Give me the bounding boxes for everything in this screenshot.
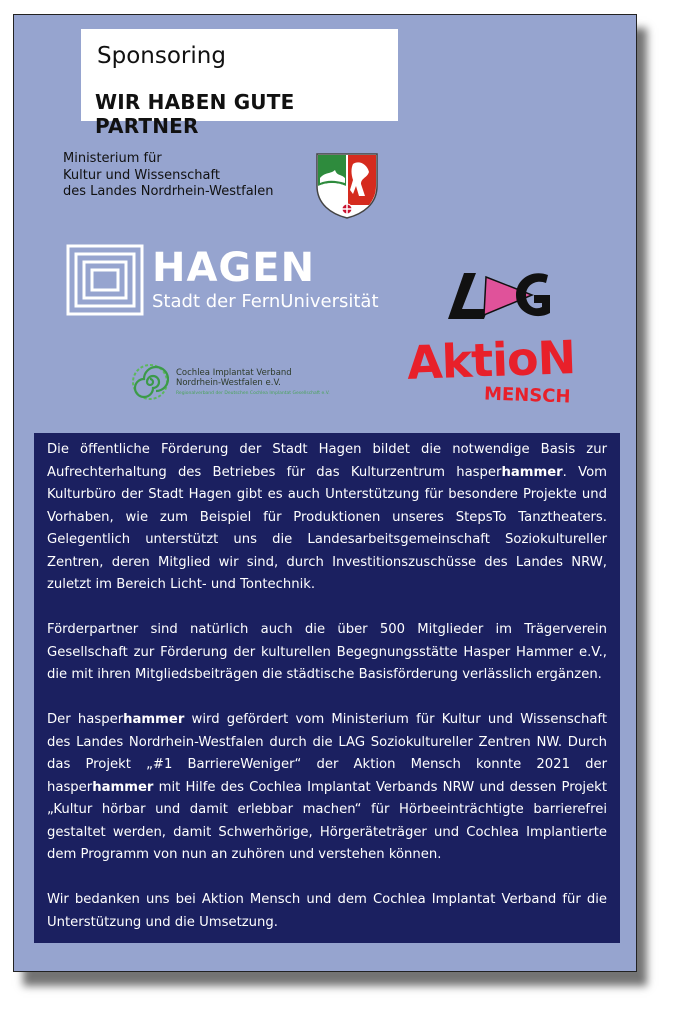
aktion-mensch-logo-sub: MENSCH (483, 383, 571, 408)
paragraph-text: mit Hilfe des Cochlea Implantat Verbands NRW und dessen Projekt „Kultur hörbar und damit erlebbar machen“ für Hörbeeinträchtigte barrierefrei gestaltet werden, damit Schwerhörige, Hörgeräteträger und Cochlea Implantierte dem Programm von nun an zuhören und verstehen können. (47, 779, 607, 862)
ministry-line: Ministerium für (63, 151, 162, 166)
cochlea-line: Nordrhein-Westfalen e.V. (176, 378, 281, 388)
cochlea-logo-text (176, 368, 330, 399)
cochlea-spiral-icon (131, 363, 169, 401)
hagen-name: HAGEN (152, 245, 316, 291)
header-box (81, 29, 398, 138)
ministry-line: des Landes Nordrhein-Westfalen (63, 184, 274, 199)
ministry-logo-text (63, 151, 274, 201)
paragraph (47, 709, 607, 867)
ministry-line: Kultur und Wissenschaft (63, 167, 220, 183)
aktion-mensch-logo-word: AktioN (406, 330, 576, 390)
header-title: WIR HABEN GUTE PARTNER (95, 90, 295, 138)
hagen-square-logo-icon (66, 244, 144, 316)
cochlea-tagline: Regionalverband der Deutschen Cochlea Implantat Gesellschaft e.V. (176, 391, 330, 396)
paragraph: Wir bedanken uns bei Aktion Mensch und dem Cochlea Implantat Verband für die Unterstützung und die Umsetzung. (47, 892, 607, 930)
paragraph-text: wird gefördert vom Ministerium für Kultur und Wissenschaft des Landes Nordrhein-Westfalen durch die LAG Soziokultureller Zentren NW. Durch das Projekt „#1 BarriereWeniger“ der Aktion Mensch konnte 2021 der hasper (47, 712, 607, 795)
hammer-bold: hammer (501, 464, 563, 480)
poster (13, 14, 637, 972)
paragraph: Förderpartner sind natürlich auch die über 500 Mitglieder im Trägerverein Gesellschaft zur Förderung der kulturellen Begegnungsstätte Hasper Hammer e.V., die mit ihren Mitgliedsbeiträgen die städtische Basisförderung verlässlich ergänzen. (47, 622, 607, 682)
hammer-bold: hammer (92, 779, 154, 795)
hammer-bold: hammer (123, 712, 185, 727)
header-subtitle: Sponsoring (97, 43, 226, 69)
hagen-subtitle: Stadt der FernUniversität (152, 291, 379, 312)
paragraph-text: Die öffentliche Förderung der Stadt Hagen bildet die notwendige Basis zur Aufrechterhaltung des Betriebes für das Kulturzentrum hasper (47, 442, 607, 480)
lag-logo-icon (444, 265, 559, 325)
paragraph-text: . Vom Kulturbüro der Stadt Hagen gibt es auch Unterstützung für besondere Projekte und Vorhaben, wie zum Beispiel für Produktionen unseres StepsTo Tanztheaters. Gelegentlich unterstützt uns die Landesarbeitsgemeinschaft Soziokultureller Zentren, deren Mitglied wir sind, durch Investitionszuschüsse des Landes NRW, zuletzt im Bereich Licht- und Tontechnik. (47, 464, 608, 592)
text-panel (34, 433, 620, 943)
paragraph (47, 439, 607, 597)
cochlea-line: Cochlea Implantat Verband (176, 368, 292, 378)
nrw-coat-of-arms-icon (315, 152, 379, 220)
paragraph-text: Der hasper (47, 712, 124, 727)
